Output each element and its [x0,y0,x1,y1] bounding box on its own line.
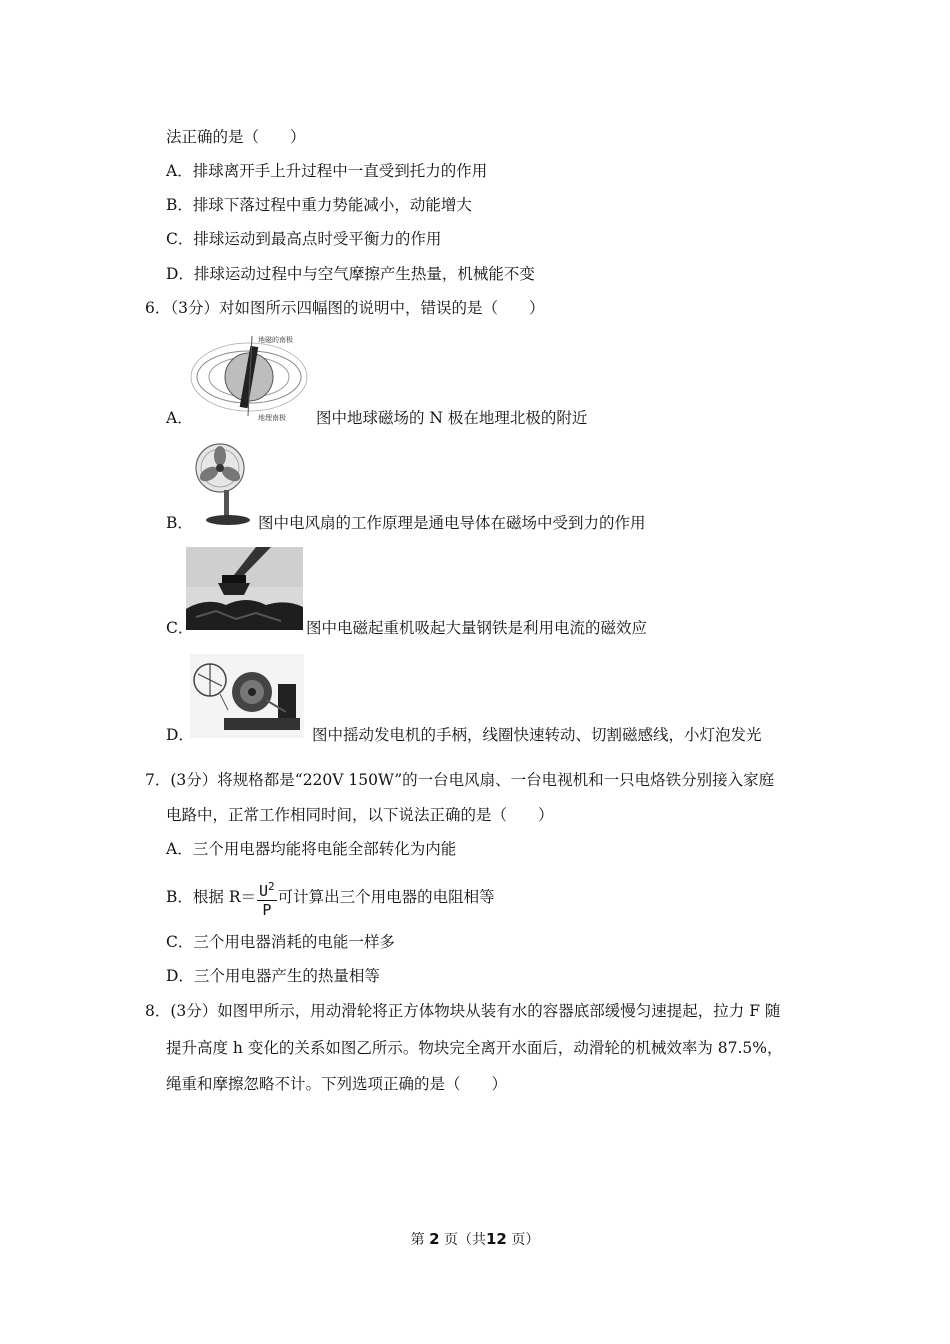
q7-option-d: D．三个用电器产生的热量相等 [166,967,380,985]
page-footer [0,1229,950,1250]
formula-denominator: P [262,900,272,919]
formula-exponent: 2 [268,879,275,893]
q6-option-b-letter: B． [166,514,193,532]
q6-option-d-text: 图中摇动发电机的手柄，线圈快速转动、切割磁感线，小灯泡发光 [312,726,762,744]
q5-option-d: D．排球运动过程中与空气摩擦产生热量，机械能不变 [166,265,535,283]
footer-prefix: 第 [410,1232,425,1248]
earth-magnetic-field-figure [188,330,310,426]
q7-option-b-prefix: B．根据 R＝ [166,888,256,906]
q6-stem: 6．（3分）对如图所示四幅图的说明中，错误的是（ ） [145,299,545,317]
q5-option-b: B．排球下落过程中重力势能减小，动能增大 [166,196,472,214]
footer-total-pages: 12 [486,1230,507,1248]
footer-page-number: 2 [429,1230,440,1248]
resistance-formula [257,878,277,919]
q7-option-a: A．三个用电器均能将电能全部转化为内能 [166,840,457,858]
svg-text:地理南极: 地理南极 [258,414,286,422]
q6-option-c-text: 图中电磁起重机吸起大量钢铁是利用电流的磁效应 [306,619,648,637]
q8-line3: 绳重和摩擦忽略不计。下列选项正确的是（ ） [166,1075,508,1093]
electric-fan-figure [190,442,254,528]
q7-stem-line1: 7．(3分）将规格都是“220V 150W”的一台电风扇、一台电视机和一只电烙铁分别接入家庭 [145,771,775,789]
svg-text:地磁的南极: 地磁的南极 [258,336,293,344]
footer-suffix: 页） [511,1232,540,1248]
q6-option-a-letter: A． [166,409,193,427]
q5-stem-tail: 法正确的是（ ） [166,128,306,146]
q6-option-d-letter: D． [166,726,194,744]
q6-option-b-text: 图中电风扇的工作原理是通电导体在磁场中受到力的作用 [258,514,646,532]
q8-line2: 提升高度 h 变化的关系如图乙所示。物块完全离开水面后，动滑轮的机械效率为 87.5%， [166,1039,783,1057]
q6-option-c-letter: C． [166,619,194,637]
electromagnetic-crane-figure [186,547,303,630]
q7-option-c: C．三个用电器消耗的电能一样多 [166,933,395,951]
hand-generator-figure [190,654,304,738]
q7-stem-line2: 电路中，正常工作相同时间，以下说法正确的是（ ） [166,806,554,824]
q7-option-b [166,877,495,919]
q7-option-b-suffix: 可计算出三个用电器的电阻相等 [277,888,495,906]
q8-line1: 8．(3分）如图甲所示，用动滑轮将正方体物块从装有水的容器底部缓慢匀速提起，拉力 F 随 [145,1002,781,1020]
q6-option-a-text: 图中地球磁场的 N 极在地理北极的附近 [316,409,588,427]
footer-middle: 页（共 [444,1232,486,1248]
q5-option-c: C．排球运动到最高点时受平衡力的作用 [166,230,442,248]
q5-option-a: A．排球离开手上升过程中一直受到托力的作用 [166,162,488,180]
formula-numerator: U [259,881,269,900]
